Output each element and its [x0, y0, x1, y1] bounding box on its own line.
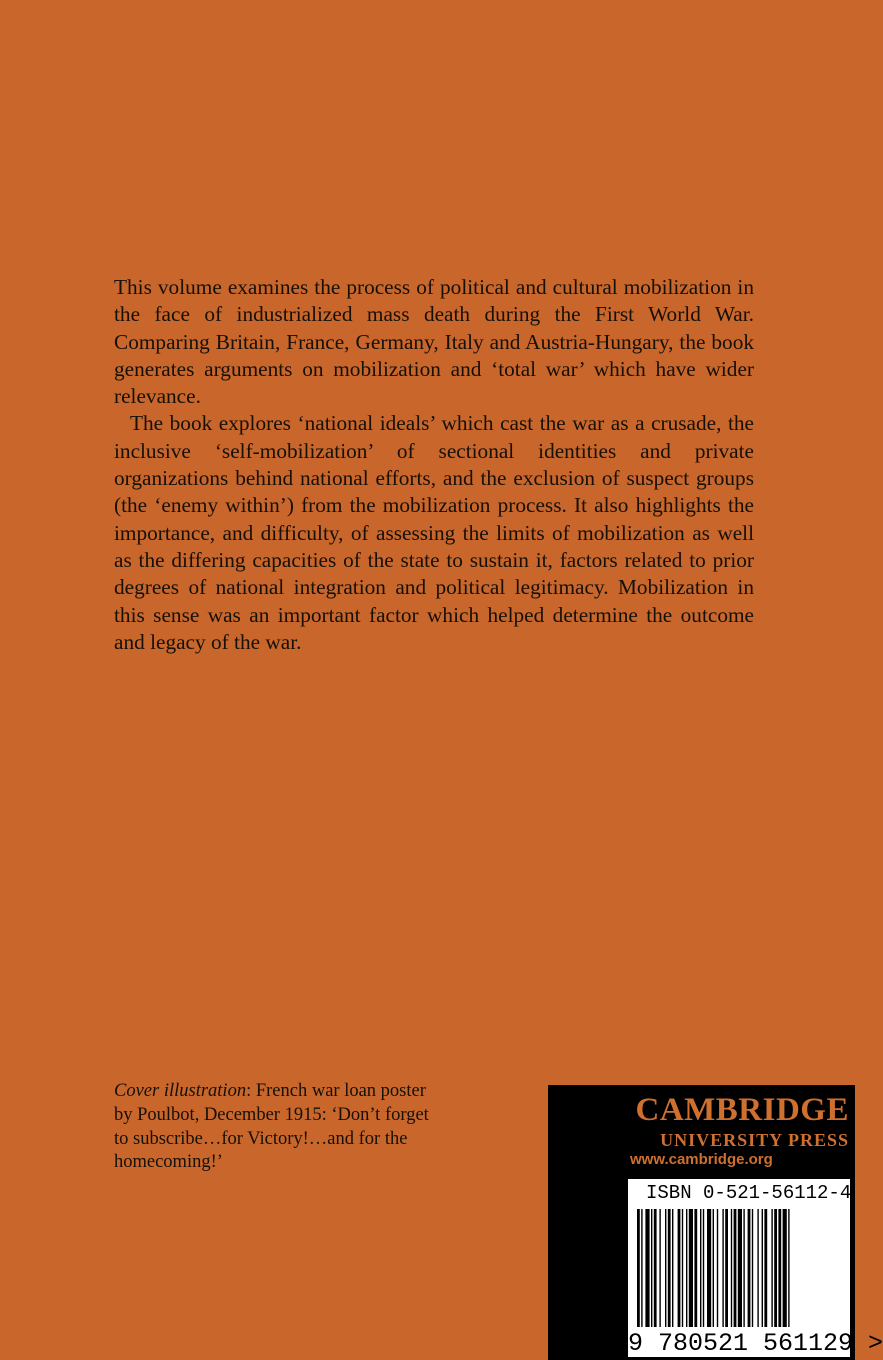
publisher-name-line2: UNIVERSITY PRESS [660, 1130, 849, 1150]
blurb-paragraph-1: This volume examines the process of political and cultural mobilization in the face of industrialized mass death during the First World War. Comparing Britain, France, Germany, Italy and Austria-Hungary, the book generates arguments on mobilization and ‘total war’ which have wider relevance. [114, 275, 754, 409]
caption-label: Cover illustration [114, 1081, 247, 1101]
publisher-block [548, 1085, 883, 1360]
barcode-label [628, 1179, 883, 1358]
cover-illustration-caption [114, 1080, 434, 1175]
publisher-website: www.cambridge.org [630, 1151, 773, 1168]
publisher-name-line1: CAMBRIDGE [635, 1092, 849, 1128]
blurb-paragraph-2: The book explores ‘national ideals’ which cast the war as a crusade, the inclusive ‘self-mobilization’ of sectional identities and private organizations behind national efforts, and the exclusion of suspect groups (the ‘enemy within’) from the mobilization process. It also highlights the importance, and difficulty, of assessing the limits of mobilization as well as the differing capacities of the state to sustain it, factors related to prior degrees of national integration and political legitimacy. Mobilization in this sense was an important factor which helped determine the outcome and legacy of the war. [114, 411, 754, 654]
ean-number: 9 780521 561129 > [628, 1329, 883, 1358]
caption-text: : French war loan poster by Poulbot, December 1915: ‘Don’t forget to subscribe…for Victory!…and for the homecoming!’ [114, 1081, 429, 1173]
barcode-icon [631, 1209, 847, 1331]
publisher-logo [635, 1090, 849, 1150]
isbn-number: ISBN 0-521-56112-4 [646, 1182, 852, 1204]
back-cover-blurb [114, 274, 754, 656]
